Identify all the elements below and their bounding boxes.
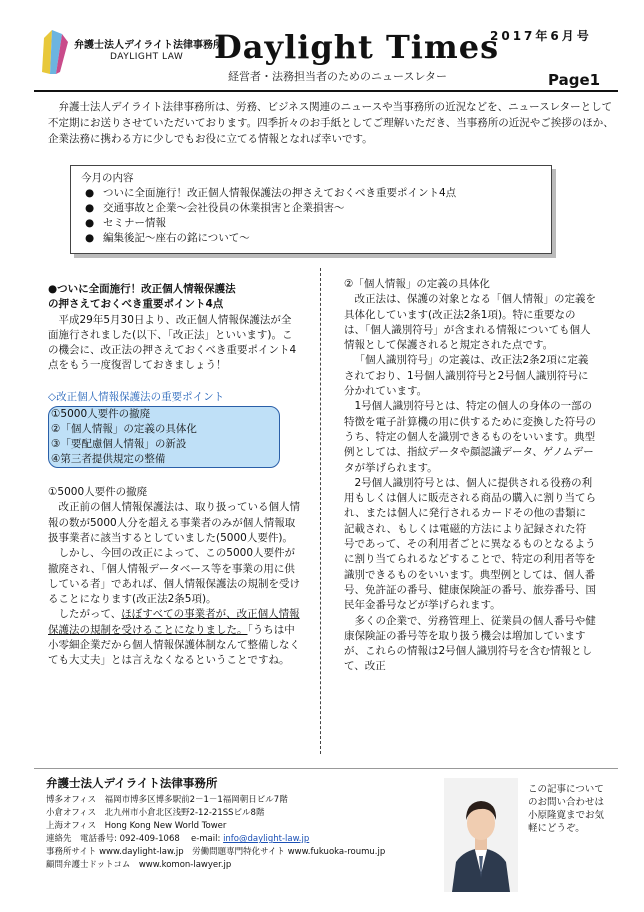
contents-item: ● 編集後記～座右の銘について～	[85, 232, 250, 244]
section2-title: ②「個人情報」の定義の具体化	[344, 278, 490, 290]
footer-firm-name: 弁護士法人デイライト法律事務所	[46, 776, 218, 790]
section2-paragraph4: 2号個人識別符号とは、個人に提供される役務の利用もしくは個人に販売される商品の購入に割り当てられ、または個人に発行されるカードその他の書類に記載され、もしくは電磁的方法により記録された符号であって、その利用者ごとに異なるものとなるように割り当てられるなどすることで、特定の利用者等を識別できるものをいいます。典型例としては、個人番号、免許証の番号、健康保険証の番号、旅券番号、国民年金番号などが挙げられます。	[344, 476, 596, 612]
advisor-site-link[interactable]: 顧問弁護士ドットコム www.komon-lawyer.jp	[46, 860, 232, 870]
bullet-icon: ●	[85, 232, 95, 244]
contact-line: 連絡先 電話番号: 092-409-1068 e-mail: info@daylight-law.jp	[46, 834, 310, 844]
key-point-item: ②「個人情報」の定義の具体化	[51, 423, 197, 436]
contents-box	[70, 165, 552, 254]
contents-item: ● 交通事故と企業～会社役員の休業損害と企業損害～	[85, 202, 345, 214]
bullet-icon: ●	[85, 202, 95, 214]
email-link[interactable]: info@daylight-law.jp	[223, 834, 310, 844]
issue-date: 2017年6月号	[490, 29, 592, 43]
section1-paragraph2: しかし、今回の改正によって、この5000人要件が撤廃され、「個人情報データベース等を事業の用に供している者」であれば、個人情報保護法の規制を受けることになります(改正法2条5項)。	[48, 547, 300, 606]
bullet-icon: ●	[85, 187, 95, 199]
left-column	[48, 282, 300, 669]
office-address: 博多オフィス 福岡市博多区博多駅前2－1－1福岡朝日ビル7階	[46, 795, 288, 805]
newsletter-masthead: Daylight Times	[214, 28, 500, 66]
article-lead: 平成29年5月30日より、改正個人情報保護法が全面施行されました(以下、「改正法」といいます)。この機会に、改正法の押さえておくべき重要ポイント4点をもう一度復習しておきましょう！	[48, 313, 297, 372]
firm-logo	[40, 28, 223, 80]
right-column	[344, 277, 596, 675]
key-point-item: ③「要配慮個人情報」の新設	[51, 438, 187, 451]
page-number: Page1	[548, 71, 601, 89]
contents-title: 今月の内容	[81, 172, 134, 184]
contact-note: この記事についてのお問い合わせは小原隆寛までお気軽にどうぞ。	[528, 784, 605, 834]
logo-firm-name-en: DAYLIGHT LAW	[110, 52, 184, 62]
contents-item: ● ついに全面施行！改正個人情報保護法の押さえておくべき重要ポイント4点	[85, 187, 457, 199]
bullet-icon: ●	[85, 217, 95, 229]
intro-paragraph: 弁護士法人デイライト法律事務所は、労務、ビジネス関連のニュースや当事務所の近況などを、ニュースレターとして不定期にお送りさせていただいております。四季折々のお手紙としてご理解いただき、当事務所の近況やご挨拶のほか、企業法務に携わる方に少しでもお役に立てる情報となれば幸いです。	[48, 101, 614, 145]
logo-firm-name: 弁護士法人デイライト法律事務所	[74, 40, 223, 51]
key-points-box	[48, 406, 280, 468]
section2-paragraph2: 「個人識別符号」の定義は、改正法2条2項に定義されており、1号個人識別符号と2号個人識別符号に分かれています。	[344, 354, 589, 398]
key-point-item: ①5000人要件の撤廃	[51, 408, 151, 421]
article-title-line2: の押さえておくべき重要ポイント4点	[48, 298, 224, 311]
footer-divider	[34, 768, 618, 769]
column-divider	[320, 268, 321, 754]
section2-paragraph5: 多くの企業で、労務管理上、従業員の個人番号や健康保険証の番号等を取り扱う機会は増加していますが、これらの情報は2号個人識別符号を含む情報として、改正	[344, 614, 596, 673]
firm-logo-icon	[40, 28, 70, 76]
office-address: 上海オフィス Hong Kong New World Tower	[46, 821, 227, 831]
section1-paragraph1: 改正前の個人情報保護法は、取り扱っている個人情報の数が5000人分を超える事業者のみが個人情報取扱事業者に該当するとしていました(5000人要件)。	[48, 501, 300, 544]
article-title-line1: ●ついに全面施行！改正個人情報保護法	[48, 283, 236, 295]
emphasis-text: ほぼすべての事業者が、改正個人情報保護法の規制を受けることになりました。	[48, 608, 300, 636]
section1-title: ①5000人要件の撤廃	[48, 486, 148, 499]
office-address: 小倉オフィス 北九州市小倉北区浅野2-12-21SSビル8階	[46, 808, 265, 818]
section2-paragraph3: 1号個人識別符号とは、特定の個人の身体の一部の特徴を電子計算機の用に供するために変換した符号のうち、特定の個人を識別できるものをいいます。典型例としては、指紋データや顔認識データ、ゲノムデータが挙げられます。	[344, 400, 596, 474]
key-point-item: ④第三者提供規定の整備	[51, 453, 166, 466]
lawyer-photo	[444, 778, 518, 892]
section2-paragraph1: 改正法は、保護の対象となる「個人情報」の定義を具体化しています(改正法2条1項)。特に重要なのは、「個人識別符号」が含まれる情報についても個人情報として保護されると規定された点です。	[344, 293, 596, 352]
contents-list	[85, 186, 456, 246]
site-links[interactable]: 事務所サイト www.daylight-law.jp 労働問題専門特化サイト www.fukuoka-roumu.jp	[46, 847, 386, 857]
section1-paragraph3: したがって、ほぼすべての事業者が、改正個人情報保護法の規制を受けることになりました。「うちは中小零細企業だから個人情報保護体制なんて整備しなくても大丈夫」とは言えなくなるということですね。	[48, 608, 300, 667]
contents-item: ● セミナー情報	[85, 217, 166, 229]
newsletter-tagline: 経営者・法務担当者のためのニュースレター	[228, 70, 448, 83]
key-points-heading: ◇改正個人情報保護法の重要ポイント	[48, 390, 225, 403]
header-divider	[34, 90, 618, 92]
